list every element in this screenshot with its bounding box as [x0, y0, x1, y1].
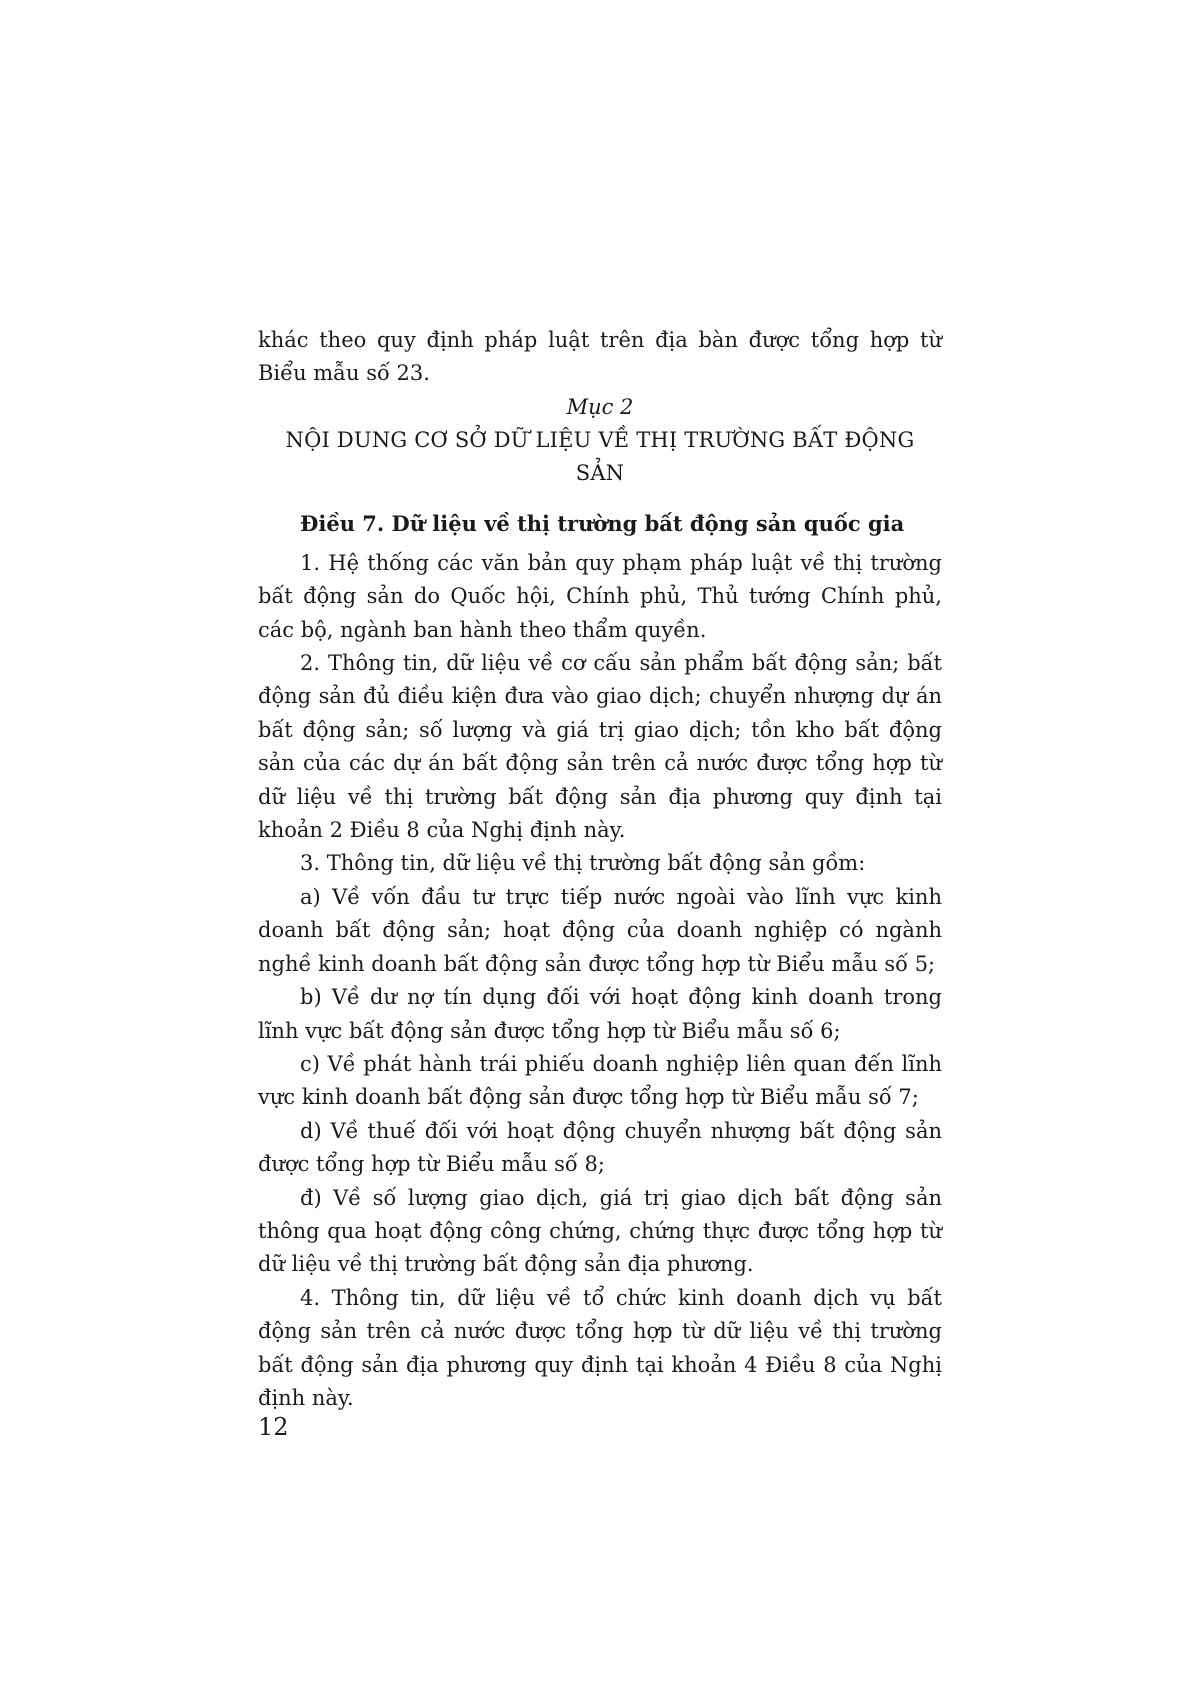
article-paragraph-4: 4. Thông tin, dữ liệu về tổ chức kinh doanh dịch vụ bất động sản trên cả nước được tổng hợp từ dữ liệu về thị trường bất động sản địa phương quy định tại khoản 4 Điều 8 của Nghị định này.: [258, 1285, 942, 1410]
continuation-paragraph: khác theo quy định pháp luật trên địa bàn được tổng hợp từ Biểu mẫu số 23.: [258, 328, 942, 386]
page-body: [258, 324, 942, 1415]
article-paragraph-1: 1. Hệ thống các văn bản quy phạm pháp luật về thị trường bất động sản do Quốc hội, Chính phủ, Thủ tướng Chính phủ, các bộ, ngành ban hành theo thẩm quyền.: [258, 550, 942, 642]
article-paragraph-3d: d) Về thuế đối với hoạt động chuyển nhượng bất động sản được tổng hợp từ Biểu mẫu số 8;: [258, 1118, 942, 1177]
article-paragraph-2: 2. Thông tin, dữ liệu về cơ cấu sản phẩm bất động sản; bất động sản đủ điều kiện đưa vào giao dịch; chuyển nhượng dự án bất động sản; số lượng và giá trị giao dịch; tồn kho bất động sản của các dự án bất động sản trên cả nước được tổng hợp từ dữ liệu về thị trường bất động sản địa phương quy định tại khoản 2 Điều 8 của Nghị định này.: [258, 651, 942, 843]
section-label: Mục 2: [566, 394, 634, 419]
article-paragraph-3b: b) Về dư nợ tín dụng đối với hoạt động kinh doanh trong lĩnh vực bất động sản được tổng hợp từ Biểu mẫu số 6;: [258, 985, 942, 1043]
article-paragraph-3c: c) Về phát hành trái phiếu doanh nghiệp liên quan đến lĩnh vực kinh doanh bất động sản được tổng hợp từ Biểu mẫu số 7;: [258, 1051, 942, 1110]
section-title: NỘI DUNG CƠ SỞ DỮ LIỆU VỀ THỊ TRƯỜNG BẤT ĐỘNG SẢN: [285, 427, 915, 485]
page-number: 12: [258, 1413, 289, 1441]
article-paragraph-3dd: đ) Về số lượng giao dịch, giá trị giao dịch bất động sản thông qua hoạt động công chứng, chứng thực được tổng hợp từ dữ liệu về thị trường bất động sản địa phương.: [258, 1185, 942, 1277]
article-title: Điều 7. Dữ liệu về thị trường bất động sản quốc gia: [300, 510, 905, 536]
article-paragraph-3: 3. Thông tin, dữ liệu về thị trường bất động sản gồm:: [300, 851, 866, 876]
article-paragraph-3a: a) Về vốn đầu tư trực tiếp nước ngoài vào lĩnh vực kinh doanh bất động sản; hoạt động của doanh nghiệp có ngành nghề kinh doanh bất động sản được tổng hợp từ Biểu mẫu số 5;: [258, 884, 942, 976]
